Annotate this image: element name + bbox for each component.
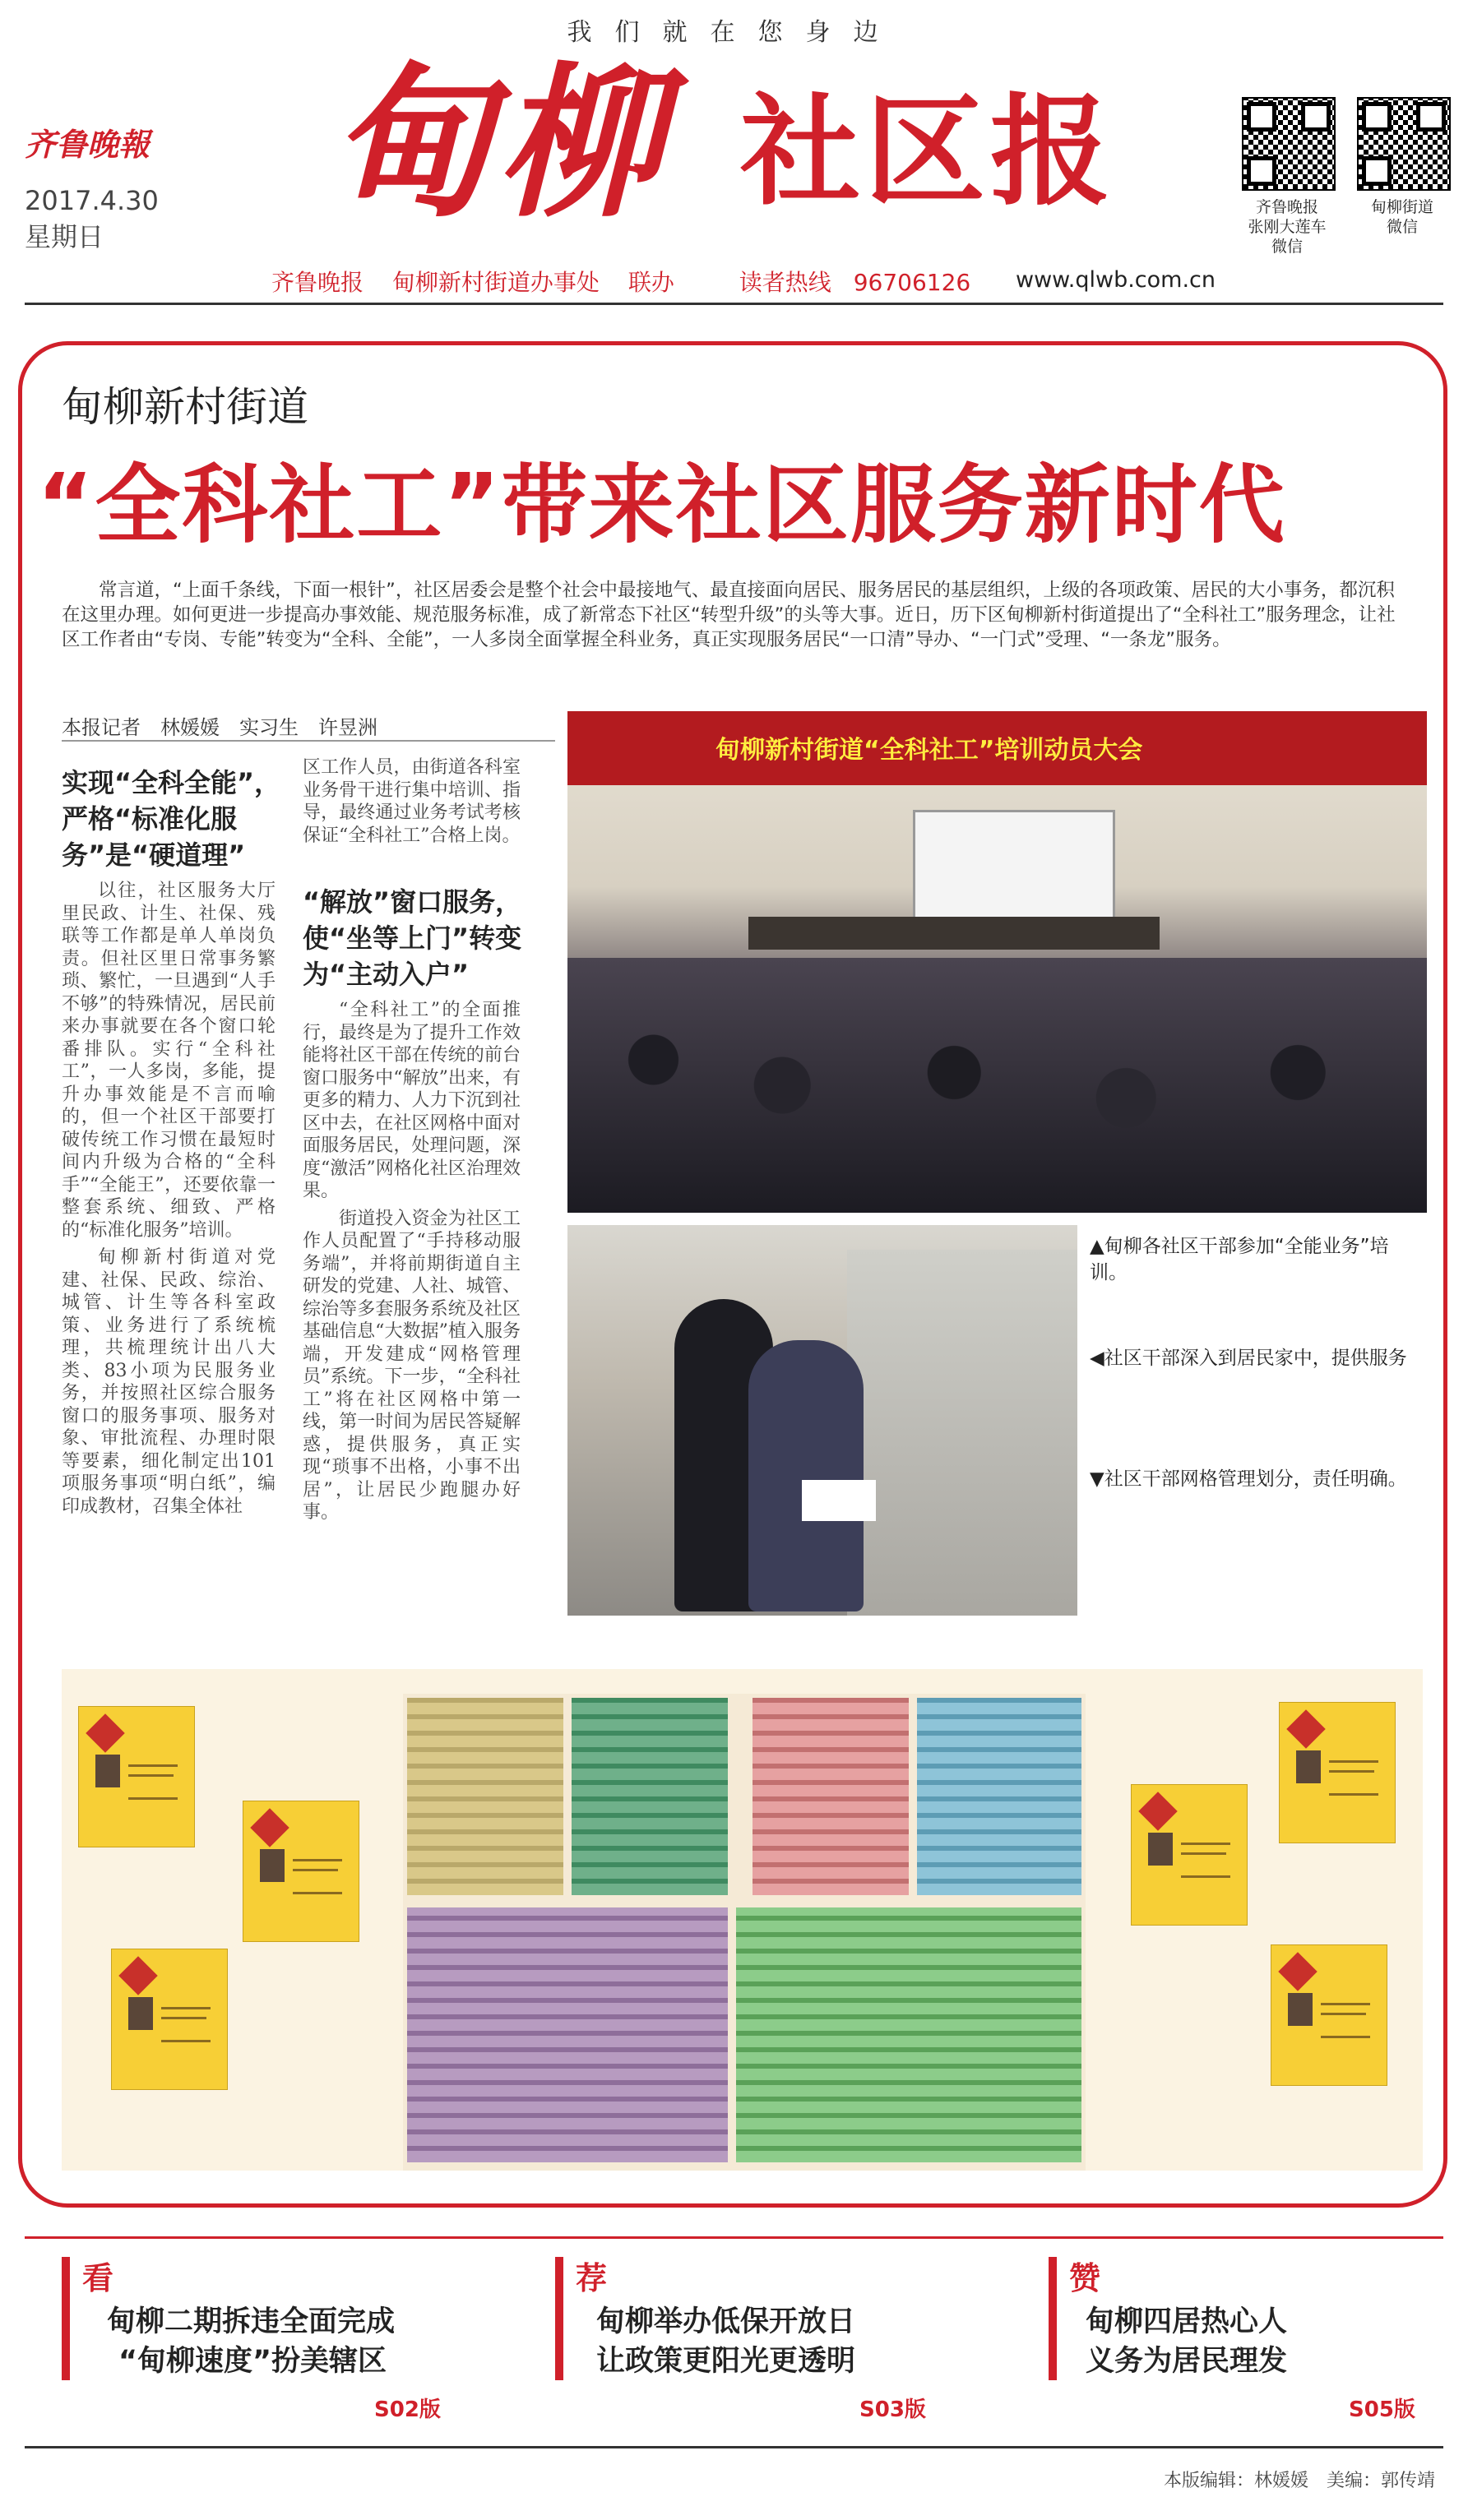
masthead-title-main: 甸柳 xyxy=(329,47,665,240)
teaser-3[interactable] xyxy=(1086,2302,1287,2381)
issue-date xyxy=(25,183,159,255)
grid-card-2 xyxy=(243,1801,359,1942)
qr-code-2 xyxy=(1332,97,1468,237)
teaser-1-line1: 甸柳二期拆违全面完成 xyxy=(107,2305,396,2338)
person-resident xyxy=(748,1340,864,1611)
hotline-number: 96706126 xyxy=(853,269,971,296)
qr-caption-1b: 张刚大莲车 xyxy=(1248,218,1327,236)
teaser-1[interactable] xyxy=(107,2302,395,2381)
caption-1: ▲甸柳各社区干部参加“全能业务”培训。 xyxy=(1090,1236,1389,1283)
col2-paragraph-1: “全科社工”的全面推行，最终是为了提升工作效能将社区干部在传统的前台窗口服务中“解放”出来，有更多的精力、人力下沉到社区中去，在社区网格中面对面服务居民，处理问题，深度“激活”网格化社区治理效果。 xyxy=(303,1000,521,1201)
teaser-1-tag: 看 xyxy=(82,2260,114,2296)
info-org1: 齐鲁晚报 xyxy=(271,269,364,296)
teaser-2-line1: 甸柳举办低保开放日 xyxy=(596,2305,856,2338)
grid-zone-pink xyxy=(753,1698,909,1895)
footer-rule xyxy=(25,2446,1443,2448)
article-lead: 常言道，“上面千条线，下面一根针”，社区居委会是整个社会中最接地气、最直接面向居民、服务居民的基层组织，上级的各项政策、居民的大小事务，都沉积在这里办理。如何更进一步提高办事效能、规范服务标准，成了新常态下社区“转型升级”的头等大事。近日，历下区甸柳新村街道提出了“全科社工”服务理念，让社区工作者由“专岗、专能”转变为“全科、全能”，一人多岗全面掌握全科业务，真正实现服务居民“一口清”导办、“一门式”受理、“一条龙”服务。 xyxy=(62,580,1396,650)
teaser-3-line1: 甸柳四居热心人 xyxy=(1086,2305,1288,2338)
bottom-rule xyxy=(25,2236,1443,2239)
grid-card-4 xyxy=(1279,1702,1396,1843)
teaser-3-line2: 义务为居民理发 xyxy=(1086,2345,1288,2378)
masthead-title-sub: 社区报 xyxy=(740,82,1115,222)
date-text: 2017.4.30 xyxy=(25,185,159,216)
col1-paragraph-1: 以往，社区服务大厅里民政、计生、社保、残联等工作都是单人单岗负责。但社区里日常事务繁琐、繁忙，一旦遇到“人手不够”的特殊情况，居民前来办事就要在各个窗口轮番排队。实行“全科社工”，一人多岗，多能，提升办事效能是不言而喻的，但一个社区干部要打破传统工作习惯在最短时间内升级为合格的“全科手”“全能王”，还要依靠一整套系统、细致、严格的“标准化服务”培训。 xyxy=(62,881,276,1241)
col2-paragraph-2: 街道投入资金为社区工作人员配置了“手持移动服务端”，并将前期街道自主研发的党建、人社、城管、综治等多套服务系统及社区基础信息“大数据”植入服务端，开发建成“网格管理员”系统。下一步，“全科社工”将在社区网格中第一线，第一时间为居民答疑解惑，提供服务，真正实现“琐事不出格，小事不出居”，让居民少跑腿办好事。 xyxy=(303,1208,521,1523)
teaser-1-bar xyxy=(62,2257,70,2380)
info-bar xyxy=(271,265,992,298)
teaser-3-page[interactable]: S05版 xyxy=(1349,2397,1415,2422)
grid-card-3 xyxy=(111,1949,228,2090)
masthead-rule xyxy=(25,303,1443,305)
grid-zone-yellow xyxy=(407,1698,563,1895)
teaser-2-bar xyxy=(555,2257,563,2380)
qr-caption-1a: 齐鲁晚报 xyxy=(1255,198,1318,216)
info-org2: 甸柳新村街道办事处 xyxy=(391,269,600,296)
grid-card-5 xyxy=(1131,1784,1248,1926)
rostrum-table xyxy=(748,917,1160,950)
qr-caption-2b: 微信 xyxy=(1386,218,1418,236)
section1-title: 实现“全科全能”，严格“标准化服务”是“硬道理” xyxy=(62,767,281,871)
slogan: 我们就在您身边 xyxy=(567,18,901,47)
caption-3: ▼社区干部网格管理划分，责任明确。 xyxy=(1090,1468,1407,1490)
byline: 本报记者 林媛媛 实习生 许昱洲 xyxy=(62,716,377,739)
metal-door xyxy=(847,1250,1077,1616)
qr-caption-2a: 甸柳街道 xyxy=(1370,198,1433,216)
teaser-2-line2: 让政策更阳光更透明 xyxy=(596,2345,856,2378)
column-1 xyxy=(62,880,276,1518)
column-2-top: 区工作人员，由街道各科室业务骨干进行集中培训、指导，最终通过业务考试考核保证“全科社工”合格上岗。 xyxy=(303,757,521,846)
byline-rule xyxy=(62,740,555,742)
column-2 xyxy=(303,999,521,1524)
grid-zone-green xyxy=(572,1698,728,1895)
teaser-1-page[interactable]: S02版 xyxy=(374,2397,441,2422)
caption-2: ◀社区干部深入到居民家中，提供服务 xyxy=(1090,1348,1407,1369)
document-paper xyxy=(802,1480,876,1521)
qr-code-icon xyxy=(1357,97,1451,191)
teaser-2[interactable] xyxy=(596,2302,855,2381)
teaser-3-tag: 赞 xyxy=(1069,2260,1101,2296)
photo-training-meeting xyxy=(567,711,1427,1213)
hotline-label: 读者热线 xyxy=(739,269,831,296)
article-headline: “全科社工”带来社区服务新时代 xyxy=(37,455,1286,555)
weekday-text: 星期日 xyxy=(25,221,104,252)
editors-credit: 本版编辑：林媛媛 美编：郭传靖 xyxy=(1163,2471,1435,2491)
audience xyxy=(567,958,1427,1213)
grid-zone-purple xyxy=(407,1907,728,2162)
grid-card-1 xyxy=(78,1706,195,1847)
brand-logo: 齐鲁晚報 xyxy=(25,126,151,163)
info-org3: 联办 xyxy=(627,269,674,296)
col1-paragraph-2: 甸柳新村街道对党建、社保、民政、综治、城管、计生等各科室政策、业务进行了系统梳理，共梳理统计出八大类、83小项为民服务业务，并按照社区综合服务窗口的服务事项、服务对象、审批流程、办理时限等要素，细化制定出101项服务事项“明白纸”，编印成教材，召集全体社 xyxy=(62,1247,276,1517)
teaser-2-page[interactable]: S03版 xyxy=(859,2397,926,2422)
section2-title: “解放”窗口服务，使“坐等上门”转变为“主动入户” xyxy=(303,886,522,990)
grid-zone-blue xyxy=(917,1698,1081,1895)
photo-banner-text: 甸柳新村街道“全科社工”培训动员大会 xyxy=(715,736,1143,765)
article-kicker: 甸柳新村街道 xyxy=(62,383,308,431)
teaser-2-tag: 荐 xyxy=(576,2260,608,2296)
qr-code-icon xyxy=(1242,97,1336,191)
grid-zone-green-2 xyxy=(736,1907,1081,2162)
qr-caption-1c: 微信 xyxy=(1271,238,1303,256)
photo-home-visit xyxy=(567,1225,1077,1616)
website-link[interactable]: www.qlwb.com.cn xyxy=(1016,267,1216,293)
teaser-1-line2: “甸柳速度”扮美辖区 xyxy=(118,2345,387,2378)
grid-management-map xyxy=(62,1669,1423,2171)
grid-card-6 xyxy=(1271,1944,1387,2086)
teaser-3-bar xyxy=(1049,2257,1057,2380)
